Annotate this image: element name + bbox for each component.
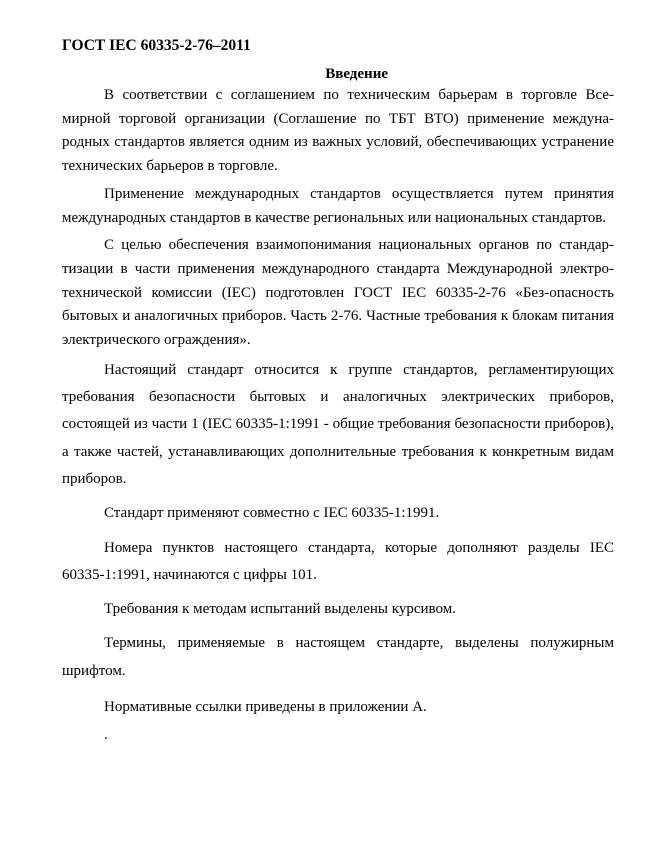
trailing-mark: . <box>104 727 108 744</box>
paragraph-7: Требования к методам испытаний выделены курсивом. <box>104 601 456 618</box>
paragraph-5: Стандарт применяют совместно с IEC 60335-1:1991. <box>104 505 440 522</box>
paragraph-3: С целью обеспечения взаимопонимания национальных органов по стандартизации в части применения международного стандарта Международной электротехнической комиссии (IEC) подготовлен ГОСТ IEC 60335-2-76 «Без-опасность бытовых и аналогичных приборов. Часть 2-76. Частные требования к блокам питания электрического ограждения». <box>62 237 614 349</box>
paragraph-1: В соответствии с соглашением по техническим барьерам в торговле Всемирной торговой организации (Соглашение по ТБТ ВТО) применение международных стандартов является одним из важных условий, обеспечивающих устранение технических барьеров в торговле. <box>62 87 614 175</box>
paragraph-4: Настоящий стандарт относится к группе стандартов, регламентирующих требования безопасности бытовых и аналогичных электрических приборов, состоящей из части 1 (IEC 60335-1:1991 - общие требования безопасности приборов), а также частей, устанавливающих дополнительные требования к конкретным видам приборов. <box>62 361 614 487</box>
document-page <box>62 36 614 760</box>
section-title: Введение <box>325 66 388 82</box>
document-header: ГОСТ IEC 60335-2-76–2011 <box>62 37 251 54</box>
paragraph-6: Номера пунктов настоящего стандарта, которые дополняют разделы IEC 60335-1:1991, начинаются с цифры 101. <box>62 539 614 583</box>
paragraph-8: Термины, применяемые в настоящем стандарте, выделены полужирным шрифтом. <box>62 635 614 679</box>
paragraph-2: Применение международных стандартов осуществляется путем принятия международных стандартов в качестве региональных или национальных стандартов. <box>62 185 614 226</box>
paragraph-9: Нормативные ссылки приведены в приложении А. <box>104 699 427 715</box>
